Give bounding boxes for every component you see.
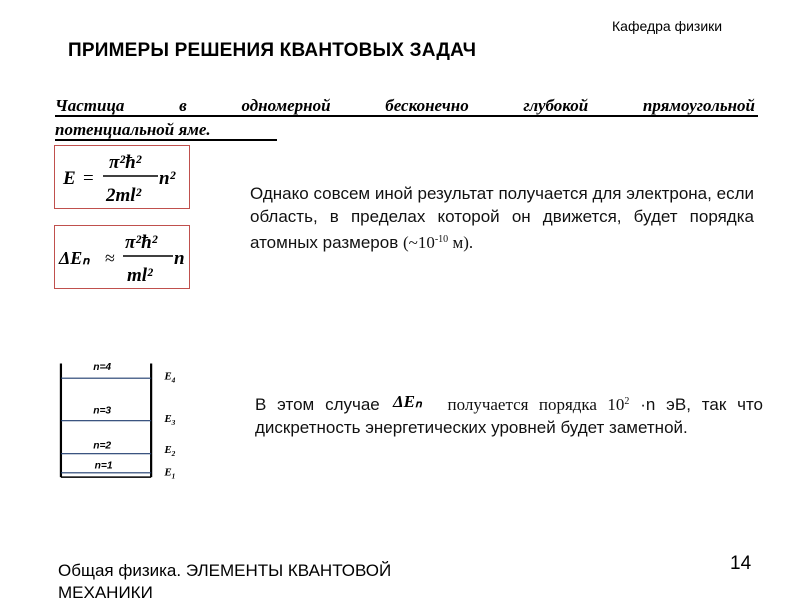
exponent: -10 bbox=[434, 234, 449, 245]
energy-label-4: $E_4$ bbox=[164, 370, 176, 385]
approx-value bbox=[403, 233, 473, 252]
energy-label-3: $E_3$ bbox=[164, 413, 176, 428]
text-mid: получается порядка 10 bbox=[447, 395, 625, 414]
formula-factor: n² bbox=[159, 168, 176, 189]
underline-rule-short bbox=[55, 139, 277, 141]
level-label-3: n=3 bbox=[93, 405, 112, 417]
level-label-1: n=1 bbox=[94, 460, 113, 472]
energy-label-2: $E_2$ bbox=[164, 443, 176, 458]
problem-statement bbox=[55, 94, 755, 142]
formula-factor: n bbox=[174, 248, 185, 269]
page-number: 14 bbox=[730, 553, 752, 574]
potential-well-diagram bbox=[58, 345, 190, 503]
delta-energy-symbol bbox=[391, 391, 437, 413]
unit-close: м). bbox=[448, 233, 474, 252]
formula-denominator: ml² bbox=[127, 265, 153, 286]
formula-numerator: π²ħ² bbox=[109, 152, 142, 173]
department-label: Кафедра физики bbox=[612, 18, 723, 34]
level-label-2: n=2 bbox=[93, 440, 112, 452]
paragraph-electron-case bbox=[250, 182, 754, 254]
underline-rule bbox=[55, 115, 758, 117]
level-label-4: n=4 bbox=[93, 362, 112, 374]
slide-title: ПРИМЕРЫ РЕШЕНИЯ КВАНТОВЫХ ЗАДАЧ bbox=[68, 40, 477, 61]
delta-energy-formula bbox=[55, 226, 189, 288]
formula-approx: ≈ bbox=[105, 248, 115, 268]
course-title-line1: Общая физика. ЭЛЕМЕНТЫ КВАНТОВОЙ bbox=[58, 561, 392, 580]
formula-equals: = bbox=[83, 168, 94, 189]
paragraph-text-mid bbox=[447, 395, 629, 414]
approx-open: (~10 bbox=[402, 233, 435, 252]
formula-lhs: ΔEₙ bbox=[59, 248, 90, 268]
delta-energy-formula-box bbox=[54, 225, 190, 289]
energy-formula-box bbox=[54, 145, 190, 209]
problem-statement-line1: Частица в одномерной бесконечно глубокой прямоугольной bbox=[55, 96, 755, 115]
energy-label-1: $E_1$ bbox=[164, 466, 176, 481]
course-title-line2: МЕХАНИКИ bbox=[58, 583, 153, 602]
problem-statement-line2: потенциальной яме. bbox=[55, 120, 211, 139]
energy-formula bbox=[55, 146, 189, 208]
paragraph-text-start: В этом случае bbox=[255, 395, 380, 414]
exponent: 2 bbox=[624, 396, 630, 407]
formula-lhs: E bbox=[63, 168, 76, 189]
paragraph-text-end: ·n эВ, так что дискретность энергетических уровней будет заметной. bbox=[255, 395, 764, 437]
formula-denominator: 2ml² bbox=[106, 185, 142, 206]
paragraph-discreteness bbox=[255, 390, 763, 439]
course-footer bbox=[58, 560, 391, 604]
paragraph-text: Однако совсем иной результат получается для электрона, если область, в пределах которой он движется, будет порядка атомных размеров bbox=[250, 184, 754, 252]
formula-numerator: π²ħ² bbox=[125, 232, 158, 253]
delta-energy-text: ΔEₙ bbox=[392, 392, 422, 411]
